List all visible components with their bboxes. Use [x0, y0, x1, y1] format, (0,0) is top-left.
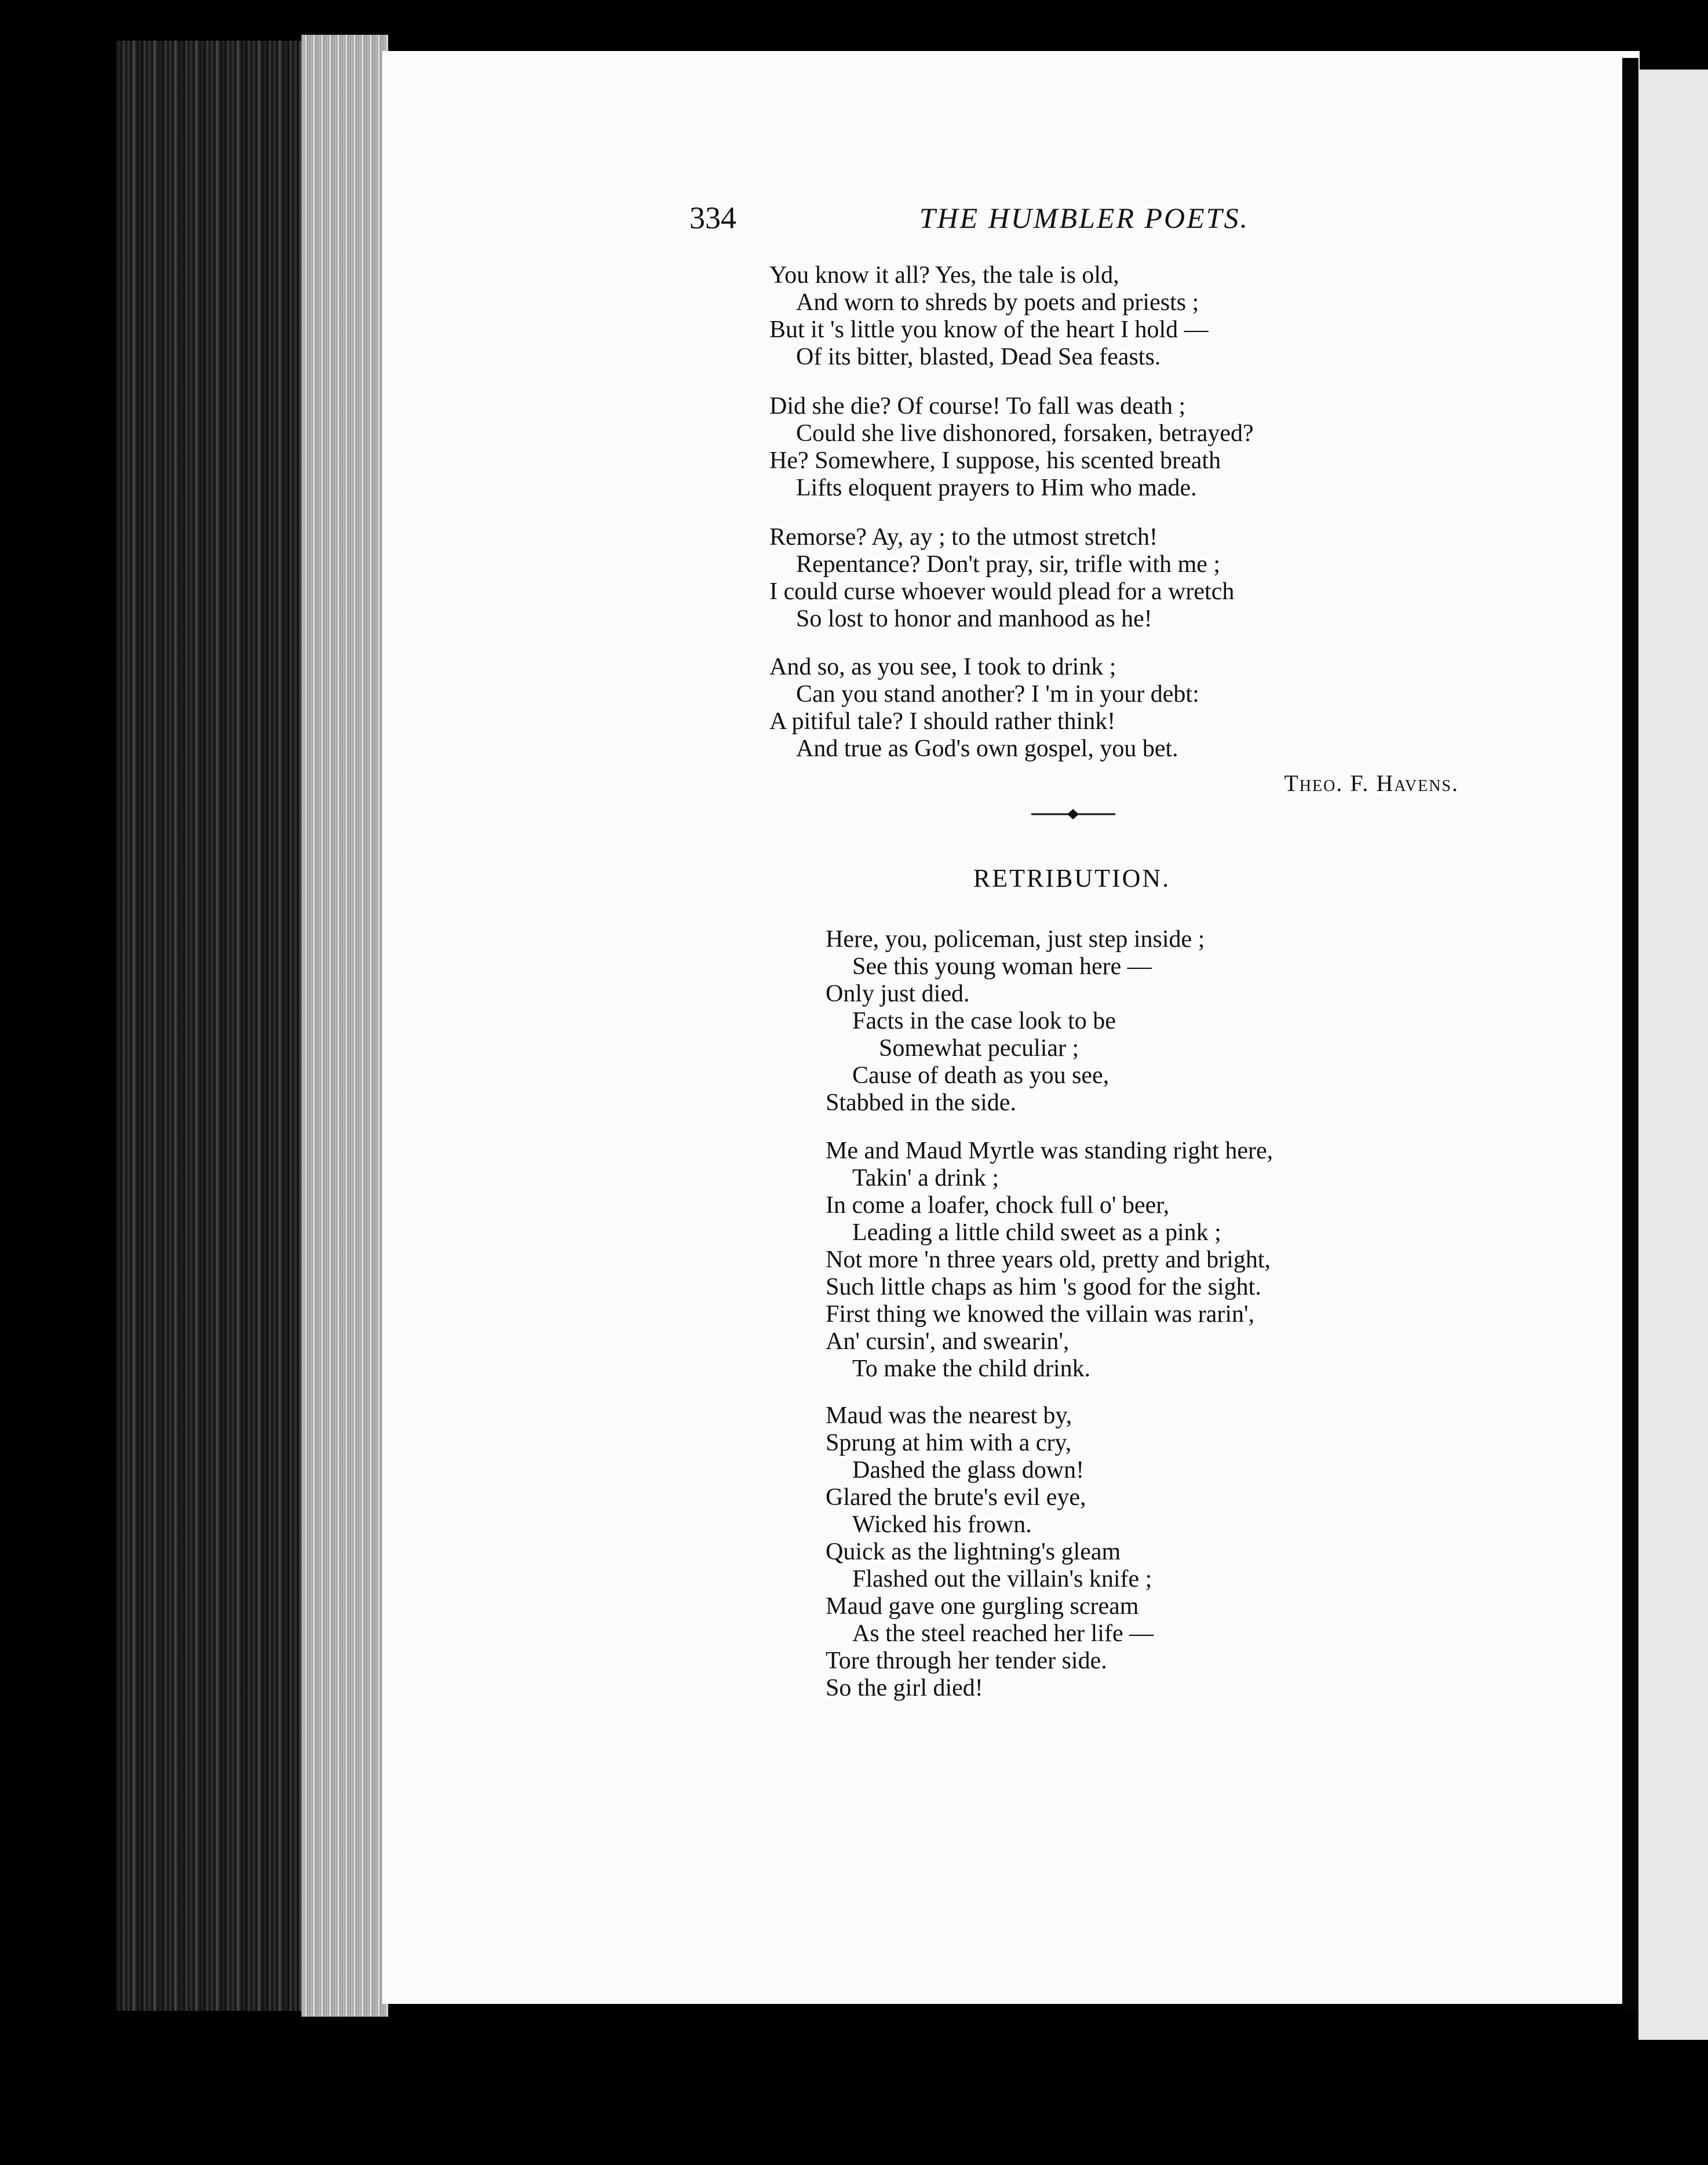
running-title: THE HUMBLER POETS.: [919, 202, 1249, 234]
poem2-stanza-3: [826, 1402, 1154, 1702]
poem-line: A pitiful tale? I should rather think!: [769, 708, 1116, 735]
poem-line: To make the child drink.: [852, 1355, 1091, 1382]
poem-line: Lifts eloquent prayers to Him who made.: [796, 475, 1197, 501]
poem-line: And worn to shreds by poets and priests ;: [796, 289, 1199, 316]
poem-line: Quick as the lightning's gleam: [826, 1539, 1121, 1565]
poem1-stanza-2: [769, 393, 1254, 502]
poem-line: Somewhat peculiar ;: [879, 1035, 1079, 1062]
poem-line: So the girl died!: [826, 1675, 983, 1701]
poem-line: Only just died.: [826, 981, 970, 1007]
section-divider-ornament: [1031, 808, 1115, 820]
next-page-sliver: [1638, 70, 1708, 2040]
poem1-stanza-4: [769, 654, 1199, 763]
poem-line: Takin' a drink ;: [852, 1165, 999, 1191]
poem-line: Here, you, policeman, just step inside ;: [826, 926, 1205, 953]
poem-line: Dashed the glass down!: [852, 1457, 1085, 1484]
poem-line: Could she live dishonored, forsaken, betrayed?: [796, 420, 1254, 447]
poem-line: Can you stand another? I 'm in your debt:: [796, 681, 1199, 708]
poem-line: Did she die? Of course! To fall was death ;: [769, 393, 1186, 420]
poem-line: Such little chaps as him 's good for the sight.: [826, 1274, 1261, 1300]
poem-line: Stabbed in the side.: [826, 1089, 1016, 1116]
poem-line: Remorse? Ay, ay ; to the utmost stretch!: [769, 524, 1158, 551]
page-number: 334: [689, 201, 736, 235]
poem-line: And true as God's own gospel, you bet.: [796, 735, 1178, 762]
poem-line: See this young woman here —: [852, 953, 1152, 980]
poem-line: Not more 'n three years old, pretty and bright,: [826, 1246, 1271, 1273]
poem-line: You know it all? Yes, the tale is old,: [769, 262, 1119, 289]
poem-line: Repentance? Don't pray, sir, trifle with me ;: [796, 551, 1221, 578]
poem-line: So lost to honor and manhood as he!: [796, 606, 1152, 632]
page-header: [689, 200, 1286, 240]
poem-line: An' cursin', and swearin',: [826, 1328, 1070, 1355]
gutter-shadow: [1622, 58, 1638, 2011]
poem-line: Wicked his frown.: [852, 1511, 1032, 1538]
poem-line: I could curse whoever would plead for a wretch: [769, 578, 1235, 605]
poem-line: First thing we knowed the villain was rarin',: [826, 1301, 1255, 1328]
poem-line: And so, as you see, I took to drink ;: [769, 654, 1116, 680]
poem-line: He? Somewhere, I suppose, his scented breath: [769, 447, 1221, 474]
poem-line: As the steel reached her life —: [852, 1620, 1154, 1647]
poem1-stanza-1: [769, 262, 1209, 371]
poem-line: Maud gave one gurgling scream: [826, 1593, 1139, 1620]
poem-line: Facts in the case look to be: [852, 1008, 1116, 1034]
poem-line: Glared the brute's evil eye,: [826, 1484, 1086, 1511]
poem2-stanza-1: [826, 926, 1205, 1117]
poem1-attribution: Theo. F. Havens.: [1284, 770, 1459, 796]
poem-line: Sprung at him with a cry,: [826, 1430, 1072, 1456]
poem-line: Maud was the nearest by,: [826, 1402, 1072, 1429]
poem-line: Of its bitter, blasted, Dead Sea feasts.: [796, 344, 1161, 370]
poem-line: Flashed out the villain's knife ;: [852, 1566, 1152, 1592]
poem1-stanza-3: [769, 524, 1234, 633]
poem2-stanza-2: [826, 1138, 1273, 1383]
poem-line: Leading a little child sweet as a pink ;: [852, 1219, 1221, 1246]
poem-line: But it 's little you know of the heart I hold —: [769, 316, 1209, 343]
poem-line: In come a loafer, chock full o' beer,: [826, 1192, 1170, 1219]
poem-line: Me and Maud Myrtle was standing right here,: [826, 1138, 1273, 1164]
poem2-title: RETRIBUTION.: [973, 864, 1171, 892]
poem-line: Cause of death as you see,: [852, 1062, 1110, 1089]
poem-line: Tore through her tender side.: [826, 1648, 1107, 1674]
book-page-edges-light: [301, 35, 388, 2017]
